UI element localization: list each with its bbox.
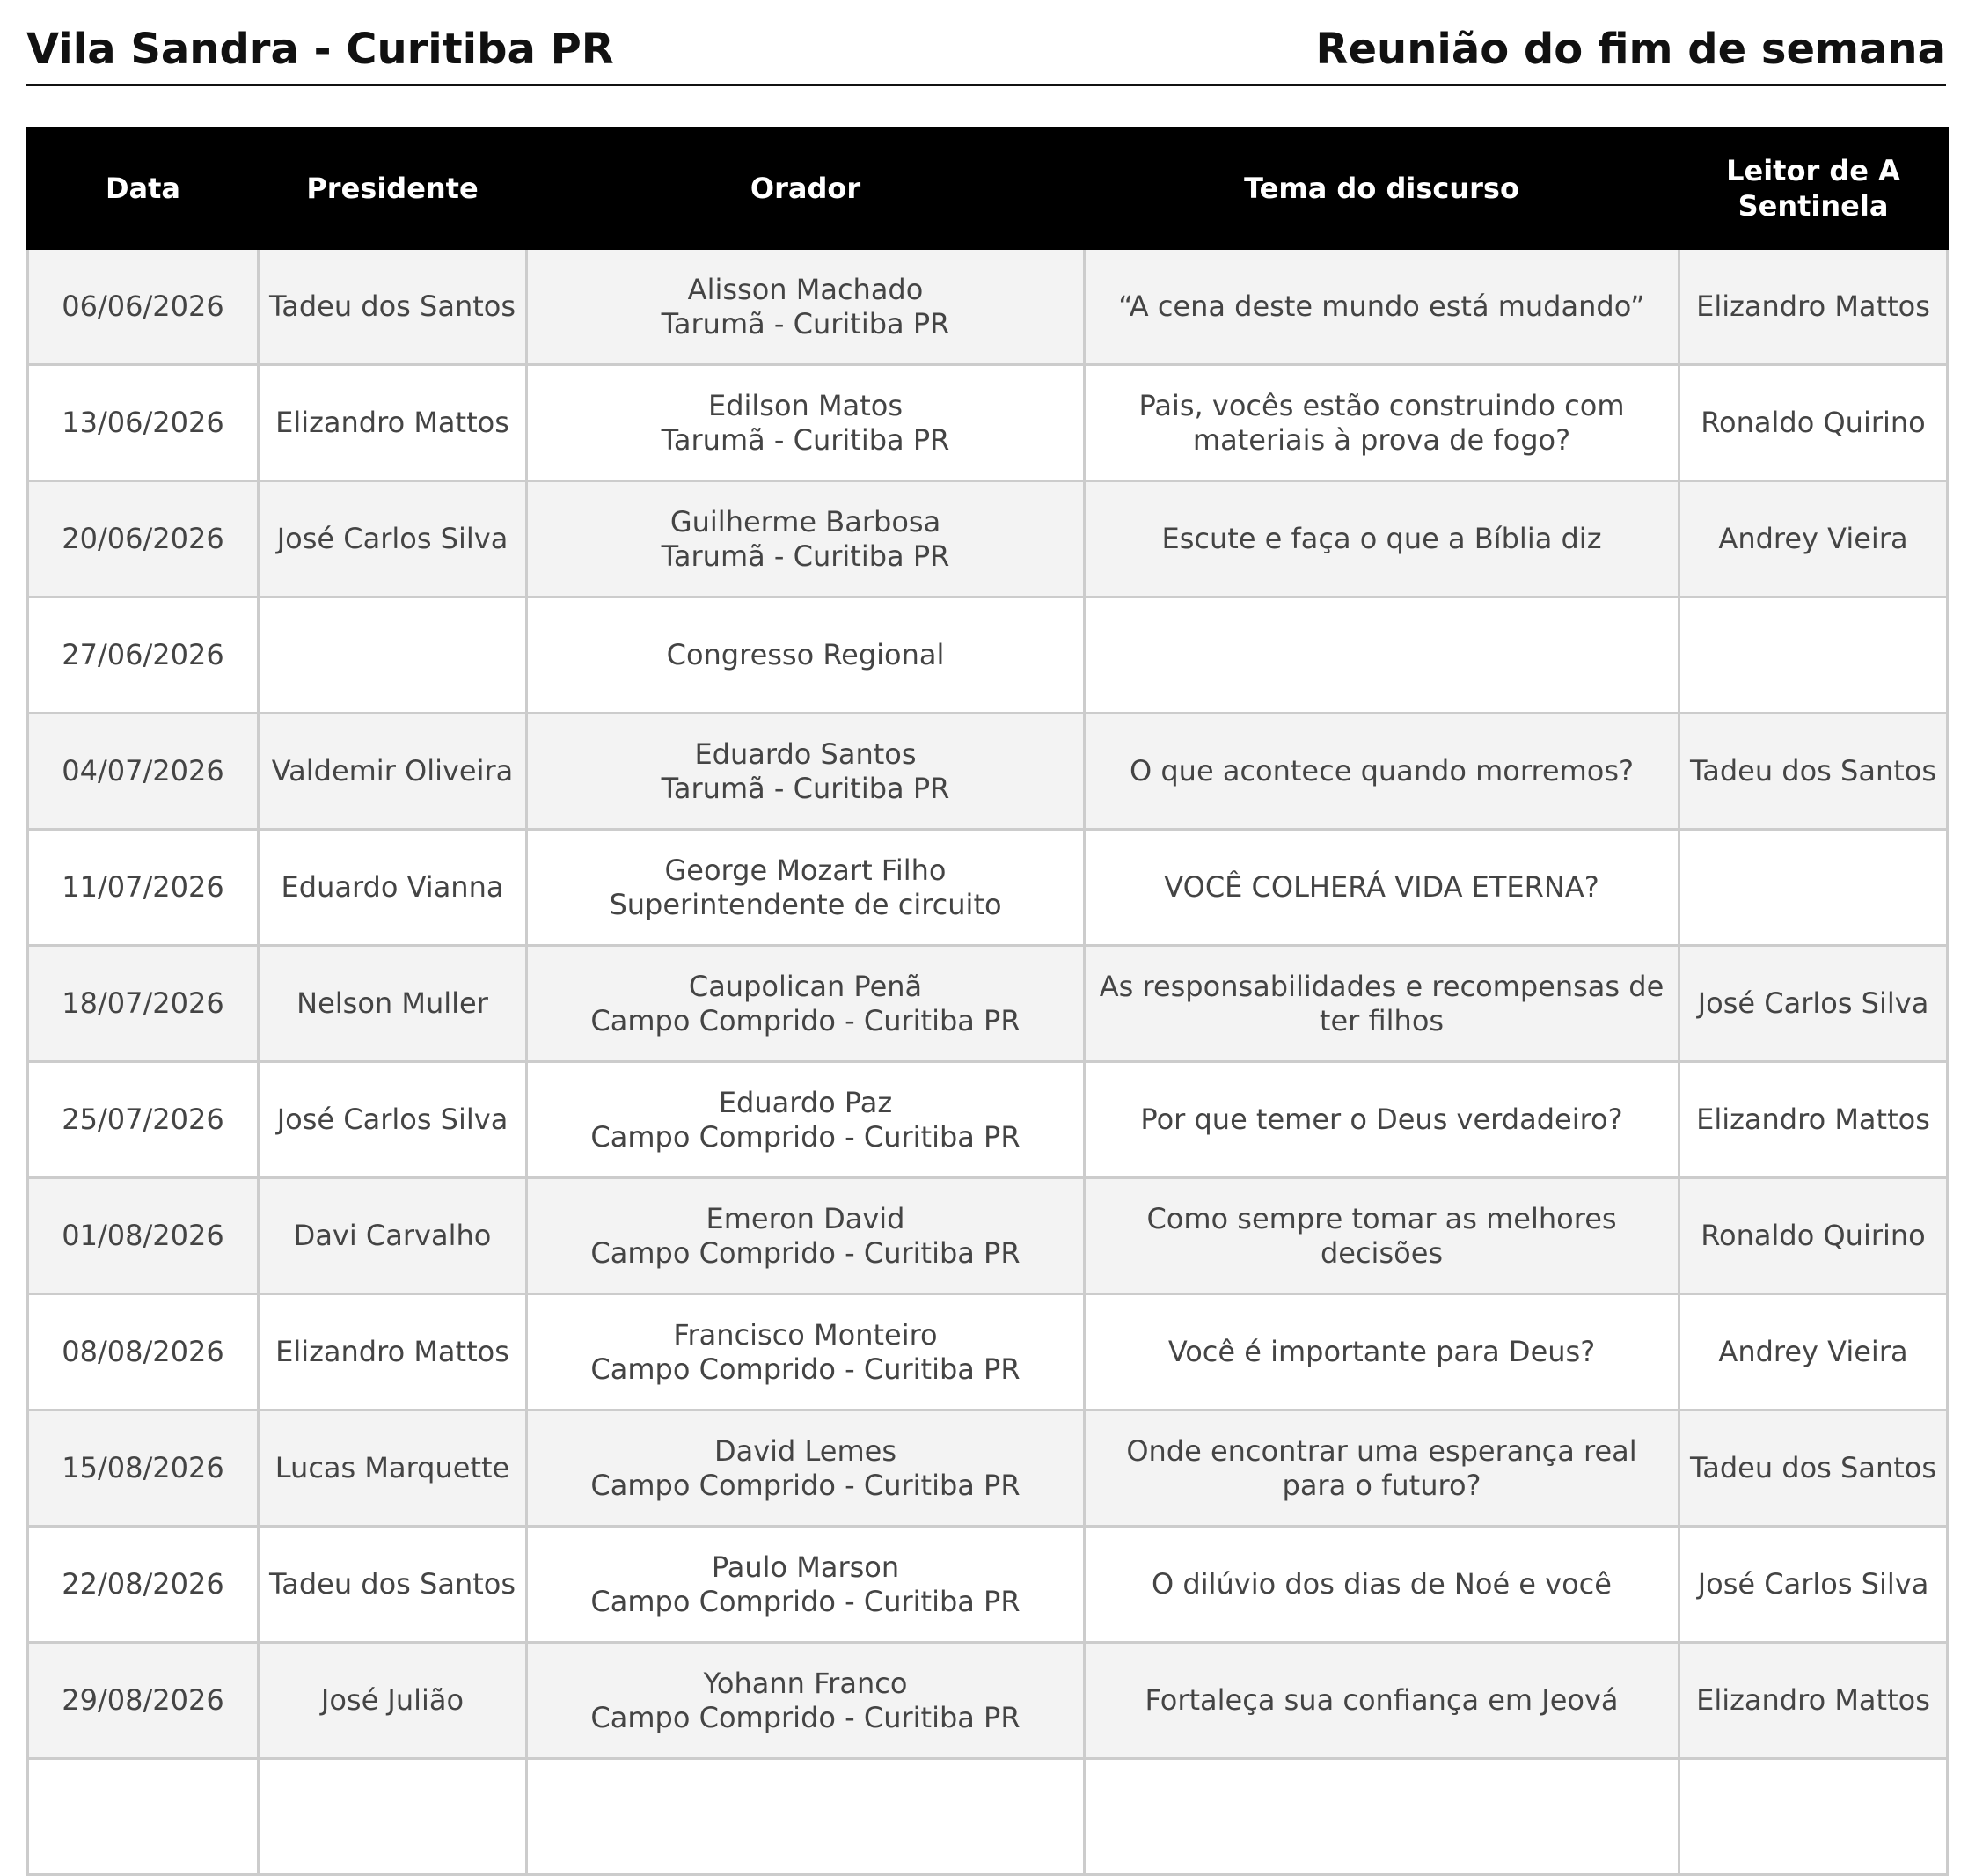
cell-theme: VOCÊ COLHERÁ VIDA ETERNA? (1085, 830, 1679, 946)
cell-date: 08/08/2026 (28, 1294, 259, 1411)
speaker-origin: Tarumã - Curitiba PR (661, 771, 950, 805)
speaker-origin: Superintendente de circuito (609, 887, 1002, 921)
cell-speaker (527, 597, 1085, 714)
cell-date: 11/07/2026 (28, 830, 259, 946)
cell-speaker (527, 1759, 1085, 1875)
cell-president: José Carlos Silva (259, 481, 527, 597)
cell-theme: “A cena deste mundo está mudando” (1085, 249, 1679, 365)
speaker-name: Alisson Machado (687, 273, 924, 307)
cell-date: 13/06/2026 (28, 365, 259, 481)
speaker-name: Francisco Monteiro (673, 1318, 938, 1352)
cell-date (28, 1759, 259, 1875)
speaker-name: Edilson Matos (707, 389, 904, 423)
speaker-origin: Campo Comprido - Curitiba PR (590, 1584, 1021, 1618)
speaker-origin: Campo Comprido - Curitiba PR (590, 1003, 1021, 1037)
cell-reader: Andrey Vieira (1679, 481, 1948, 597)
cell-president: José Julião (259, 1643, 527, 1759)
cell-theme: Você é importante para Deus? (1085, 1294, 1679, 1411)
cell-theme: Como sempre tomar as melhores decisões (1085, 1178, 1679, 1294)
cell-reader (1679, 1759, 1948, 1875)
meeting-title: Reunião do fim de semana (1315, 25, 1946, 74)
cell-date: 22/08/2026 (28, 1527, 259, 1643)
cell-reader (1679, 830, 1948, 946)
cell-speaker (527, 830, 1085, 946)
column-header-theme: Tema do discurso (1085, 128, 1679, 249)
cell-speaker (527, 946, 1085, 1062)
speaker-name: Eduardo Paz (718, 1086, 893, 1120)
cell-date: 06/06/2026 (28, 249, 259, 365)
cell-president (259, 1759, 527, 1875)
cell-speaker (527, 365, 1085, 481)
table-row (28, 1062, 1948, 1178)
cell-date: 18/07/2026 (28, 946, 259, 1062)
cell-reader: José Carlos Silva (1679, 946, 1948, 1062)
column-header-president: Presidente (259, 128, 527, 249)
cell-theme: As responsabilidades e recompensas de ter filhos (1085, 946, 1679, 1062)
cell-theme: O que acontece quando morremos? (1085, 714, 1679, 830)
cell-speaker (527, 1294, 1085, 1411)
cell-reader (1679, 597, 1948, 714)
cell-president: Lucas Marquette (259, 1411, 527, 1527)
cell-president: Tadeu dos Santos (259, 249, 527, 365)
cell-president: José Carlos Silva (259, 1062, 527, 1178)
cell-date: 20/06/2026 (28, 481, 259, 597)
schedule-table (26, 127, 1949, 1876)
column-header-date: Data (28, 128, 259, 249)
speaker-origin: Tarumã - Curitiba PR (661, 539, 950, 573)
speaker-name: David Lemes (713, 1434, 897, 1469)
cell-speaker (527, 1643, 1085, 1759)
cell-theme: Fortaleça sua confiança em Jeová (1085, 1643, 1679, 1759)
cell-speaker (527, 249, 1085, 365)
speaker-origin: Campo Comprido - Curitiba PR (590, 1700, 1021, 1734)
cell-date: 25/07/2026 (28, 1062, 259, 1178)
table-body (28, 249, 1948, 1875)
speaker-name: Caupolican Penã (688, 970, 923, 1004)
cell-president: Elizandro Mattos (259, 365, 527, 481)
table-row (28, 830, 1948, 946)
cell-speaker (527, 1178, 1085, 1294)
speaker-name: Emeron David (706, 1202, 905, 1236)
cell-date: 04/07/2026 (28, 714, 259, 830)
cell-speaker (527, 481, 1085, 597)
cell-theme: Por que temer o Deus verdadeiro? (1085, 1062, 1679, 1178)
cell-president: Eduardo Vianna (259, 830, 527, 946)
table-row (28, 1527, 1948, 1643)
table-row (28, 597, 1948, 714)
cell-reader: Ronaldo Quirino (1679, 365, 1948, 481)
cell-reader: Elizandro Mattos (1679, 249, 1948, 365)
cell-reader: Tadeu dos Santos (1679, 1411, 1948, 1527)
table-row (28, 714, 1948, 830)
cell-theme (1085, 597, 1679, 714)
cell-reader: Elizandro Mattos (1679, 1062, 1948, 1178)
cell-president (259, 597, 527, 714)
column-header-speaker: Orador (527, 128, 1085, 249)
cell-theme: Pais, vocês estão construindo com materiais à prova de fogo? (1085, 365, 1679, 481)
congregation-title: Vila Sandra - Curitiba PR (26, 25, 614, 74)
cell-reader: Elizandro Mattos (1679, 1643, 1948, 1759)
speaker-origin: Campo Comprido - Curitiba PR (590, 1352, 1021, 1386)
table-row (28, 1178, 1948, 1294)
cell-president: Nelson Muller (259, 946, 527, 1062)
cell-speaker (527, 714, 1085, 830)
table-row (28, 249, 1948, 365)
cell-speaker (527, 1527, 1085, 1643)
cell-date: 27/06/2026 (28, 597, 259, 714)
cell-date: 01/08/2026 (28, 1178, 259, 1294)
speaker-name: Congresso Regional (666, 638, 945, 672)
table-row (28, 1294, 1948, 1411)
cell-theme: O dilúvio dos dias de Noé e você (1085, 1527, 1679, 1643)
speaker-name: Eduardo Santos (694, 737, 917, 772)
cell-president: Elizandro Mattos (259, 1294, 527, 1411)
cell-reader: José Carlos Silva (1679, 1527, 1948, 1643)
speaker-origin: Campo Comprido - Curitiba PR (590, 1235, 1021, 1270)
page-header (26, 18, 1946, 86)
cell-president: Tadeu dos Santos (259, 1527, 527, 1643)
cell-reader: Tadeu dos Santos (1679, 714, 1948, 830)
speaker-origin: Campo Comprido - Curitiba PR (590, 1468, 1021, 1502)
speaker-name: Paulo Marson (711, 1550, 900, 1585)
table-row (28, 1411, 1948, 1527)
column-header-reader: Leitor de A Sentinela (1679, 128, 1948, 249)
cell-reader: Andrey Vieira (1679, 1294, 1948, 1411)
cell-speaker (527, 1062, 1085, 1178)
cell-president: Valdemir Oliveira (259, 714, 527, 830)
cell-speaker (527, 1411, 1085, 1527)
speaker-origin: Campo Comprido - Curitiba PR (590, 1119, 1021, 1154)
table-row (28, 1759, 1948, 1875)
cell-theme: Escute e faça o que a Bíblia diz (1085, 481, 1679, 597)
speaker-name: Yohann Franco (703, 1667, 908, 1701)
cell-reader: Ronaldo Quirino (1679, 1178, 1948, 1294)
cell-date: 15/08/2026 (28, 1411, 259, 1527)
table-row (28, 365, 1948, 481)
cell-theme (1085, 1759, 1679, 1875)
speaker-origin: Tarumã - Curitiba PR (661, 422, 950, 457)
table-row (28, 946, 1948, 1062)
cell-date: 29/08/2026 (28, 1643, 259, 1759)
table-header-row (28, 128, 1948, 249)
table-row (28, 1643, 1948, 1759)
cell-president: Davi Carvalho (259, 1178, 527, 1294)
speaker-name: George Mozart Filho (664, 854, 947, 888)
speaker-origin: Tarumã - Curitiba PR (661, 306, 950, 341)
speaker-name: Guilherme Barbosa (669, 505, 941, 539)
cell-theme: Onde encontrar uma esperança real para o futuro? (1085, 1411, 1679, 1527)
table-row (28, 481, 1948, 597)
